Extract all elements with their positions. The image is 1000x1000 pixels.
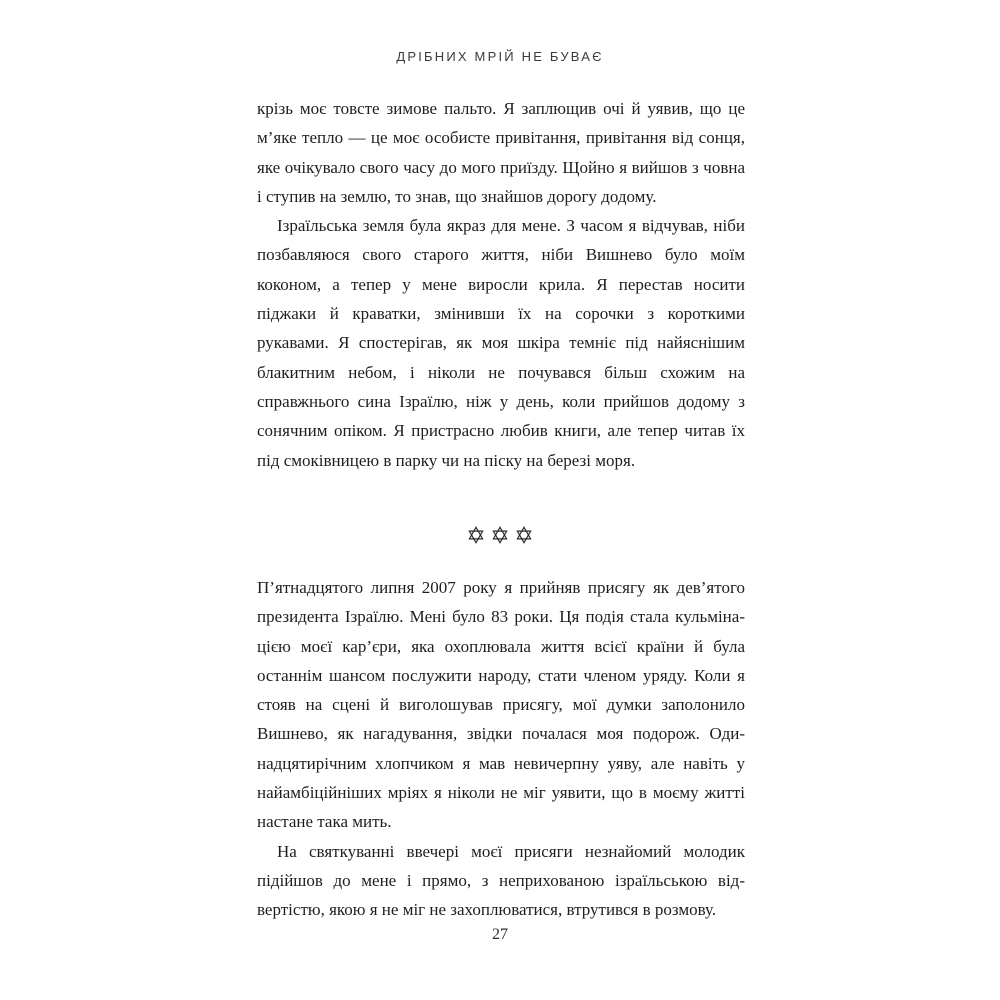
paragraph: На святкуванні ввечері моєї присяги незнайомий молодик підійшов до мене і прямо, з неприхованою ізраїльською відвертістю, якою я не міг не захоплюватися, втрутився в розмову. <box>257 841 745 920</box>
paragraph: П’ятнадцятого липня 2007 року я прийняв присягу як дев’ятого президента Ізраїлю. Мені було 83 роки. Ця подія стала кульмінацією моєї кар’єри, яка охоплювала життя всієї країни й була останнім шансом послужити народу, стати членом уряду. Коли я стояв на сцені й виголошував присягу, мої думки заполонило Вишнево, як нагадування, звідки почалася моя подорож. Одинадцятирічним хлопчиком я мав невичерпну уяву, але навіть у найамбіційніших мріях я ніколи не міг уявити, що в моєму житті настане така мить. <box>257 578 745 832</box>
star-of-david-icon <box>491 526 509 544</box>
paragraph: крізь моє товсте зимове пальто. Я заплющив очі й уявив, що це м’яке тепло — це моє особисте привітання, привітання від сонця, яке очікувало свого часу до мого приїзду. Щойно я вийшов з човна і ступив на землю, то знав, що знайшов дорогу додому. <box>257 99 745 206</box>
star-of-david-icon <box>515 526 533 544</box>
text-block-bottom <box>257 573 745 925</box>
section-divider <box>0 523 1000 545</box>
star-of-david-icon <box>467 526 485 544</box>
page-number: 27 <box>492 926 508 943</box>
text-block-top <box>257 94 745 475</box>
paragraph: Ізраїльська земля була якраз для мене. З часом я відчував, ніби позбавляюся свого старого життя, ніби Вишнево було моїм коконом, а тепер у мене виросли крила. Я перестав носити піджаки й краватки, змінивши їх на сорочки з короткими рукавами. Я спостерігав, як моя шкіра темніє під найяснішим блакитним небом, і ніколи не почувався більш схожим на справжнього сина Ізраїлю, ніж у день, коли прийшов додому з сонячним опіком. Я пристрасно любив книги, але тепер читав їх під смоківницею в парку чи на піску на березі моря. <box>257 216 745 470</box>
running-head: ДРІБНИХ МРІЙ НЕ БУВАЄ <box>396 49 604 64</box>
